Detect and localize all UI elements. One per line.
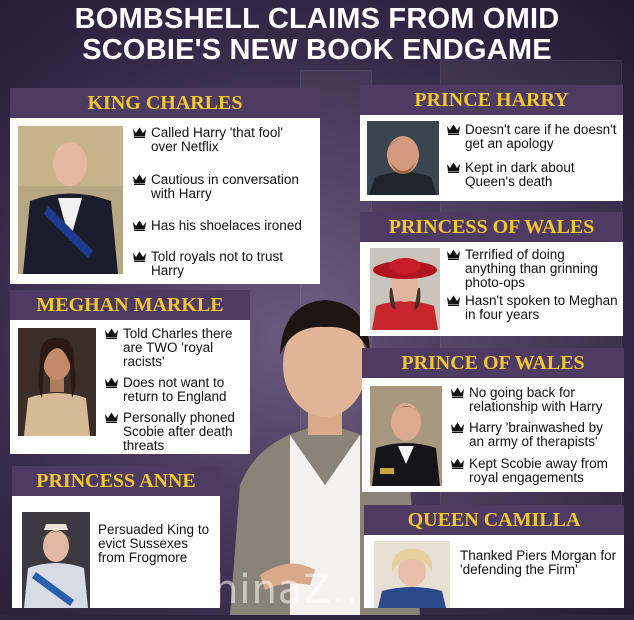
claim-item xyxy=(450,457,620,485)
claim-item xyxy=(132,126,312,154)
card-princess-of-wales xyxy=(360,212,623,336)
claim-text: Harry 'brainwashed by an army of therapists' xyxy=(469,420,603,449)
claim-text: No going back for relationship with Harry xyxy=(469,385,603,414)
card-body xyxy=(10,320,250,454)
card-meghan-markle xyxy=(10,290,250,454)
claim-text: Personally phoned Scobie after death threats xyxy=(123,410,235,453)
crown-icon xyxy=(450,457,465,469)
card-body xyxy=(364,535,624,608)
card-heading: MEGHAN MARKLE xyxy=(10,290,250,320)
crown-icon xyxy=(450,386,465,398)
crown-icon xyxy=(104,411,119,423)
claim-text: Hasn't spoken to Meghan in four years xyxy=(465,293,618,322)
prince-of-wales-photo xyxy=(370,386,442,486)
claim-item xyxy=(104,411,246,453)
meghan-markle-photo xyxy=(18,328,96,436)
claim-text: Has his shoelaces ironed xyxy=(151,218,302,233)
claim-item xyxy=(132,219,312,233)
card-heading: PRINCESS OF WALES xyxy=(360,212,623,242)
claim-item xyxy=(98,523,216,565)
card-princess-anne xyxy=(12,466,220,608)
prince-harry-photo xyxy=(367,121,439,195)
card-body xyxy=(10,118,320,284)
card-prince-of-wales xyxy=(362,348,624,492)
watermark: chinaZ.. xyxy=(190,567,360,613)
card-body xyxy=(12,496,220,608)
claim-text: Told royals not to trust Harry xyxy=(151,249,284,278)
headline-line-2: SCOBIE'S NEW BOOK ENDGAME xyxy=(82,34,552,66)
card-body xyxy=(360,115,623,201)
claim-item xyxy=(104,376,246,404)
card-king-charles xyxy=(10,88,320,284)
card-heading: QUEEN CAMILLA xyxy=(364,505,624,535)
claim-text: Kept in dark about Queen's death xyxy=(465,160,575,189)
crown-icon xyxy=(132,173,147,185)
princess-of-wales-photo xyxy=(370,248,440,330)
card-prince-harry xyxy=(360,85,623,201)
card-queen-camilla xyxy=(364,505,624,608)
queen-camilla-photo xyxy=(374,541,450,608)
claim-item xyxy=(132,250,312,278)
claim-item xyxy=(446,123,618,151)
crown-icon xyxy=(132,250,147,262)
crown-icon xyxy=(104,327,119,339)
claim-text: Called Harry 'that fool' over Netflix xyxy=(151,125,283,154)
claim-item xyxy=(446,161,618,189)
claim-item xyxy=(450,421,620,449)
claim-item xyxy=(132,173,312,201)
claim-text: Persuaded King to evict Sussexes from Frogmore xyxy=(98,522,210,565)
claim-text: Told Charles there are TWO 'royal racists' xyxy=(123,326,233,369)
card-heading: KING CHARLES xyxy=(10,88,320,118)
card-heading: PRINCESS ANNE xyxy=(12,466,220,496)
crown-icon xyxy=(446,123,461,135)
king-charles-photo xyxy=(18,126,123,274)
claim-item xyxy=(460,549,620,577)
claim-item xyxy=(450,386,620,414)
claim-text: Doesn't care if he doesn't get an apology xyxy=(465,122,617,151)
claim-item xyxy=(104,327,246,369)
claim-text: Thanked Piers Morgan for 'defending the Firm' xyxy=(460,548,617,577)
crown-icon xyxy=(450,421,465,433)
crown-icon xyxy=(132,126,147,138)
claim-text: Cautious in conversation with Harry xyxy=(151,172,299,201)
headline-line-1: BOMBSHELL CLAIMS FROM OMID xyxy=(74,3,560,35)
headline xyxy=(0,4,634,66)
claim-item xyxy=(446,248,618,290)
crown-icon xyxy=(446,161,461,173)
crown-icon xyxy=(104,376,119,388)
claim-item xyxy=(446,294,618,322)
princess-anne-photo xyxy=(22,512,90,608)
claim-text: Terrified of doing anything than grinning photo-ops xyxy=(465,247,598,290)
crown-icon xyxy=(446,248,461,260)
claim-text: Does not want to return to England xyxy=(123,375,227,404)
card-body xyxy=(360,242,623,336)
card-heading: PRINCE HARRY xyxy=(360,85,623,115)
card-heading: PRINCE OF WALES xyxy=(362,348,624,378)
claim-text: Kept Scobie away from royal engagements xyxy=(469,456,608,485)
card-body xyxy=(362,378,624,492)
crown-icon xyxy=(132,219,147,231)
crown-icon xyxy=(446,294,461,306)
